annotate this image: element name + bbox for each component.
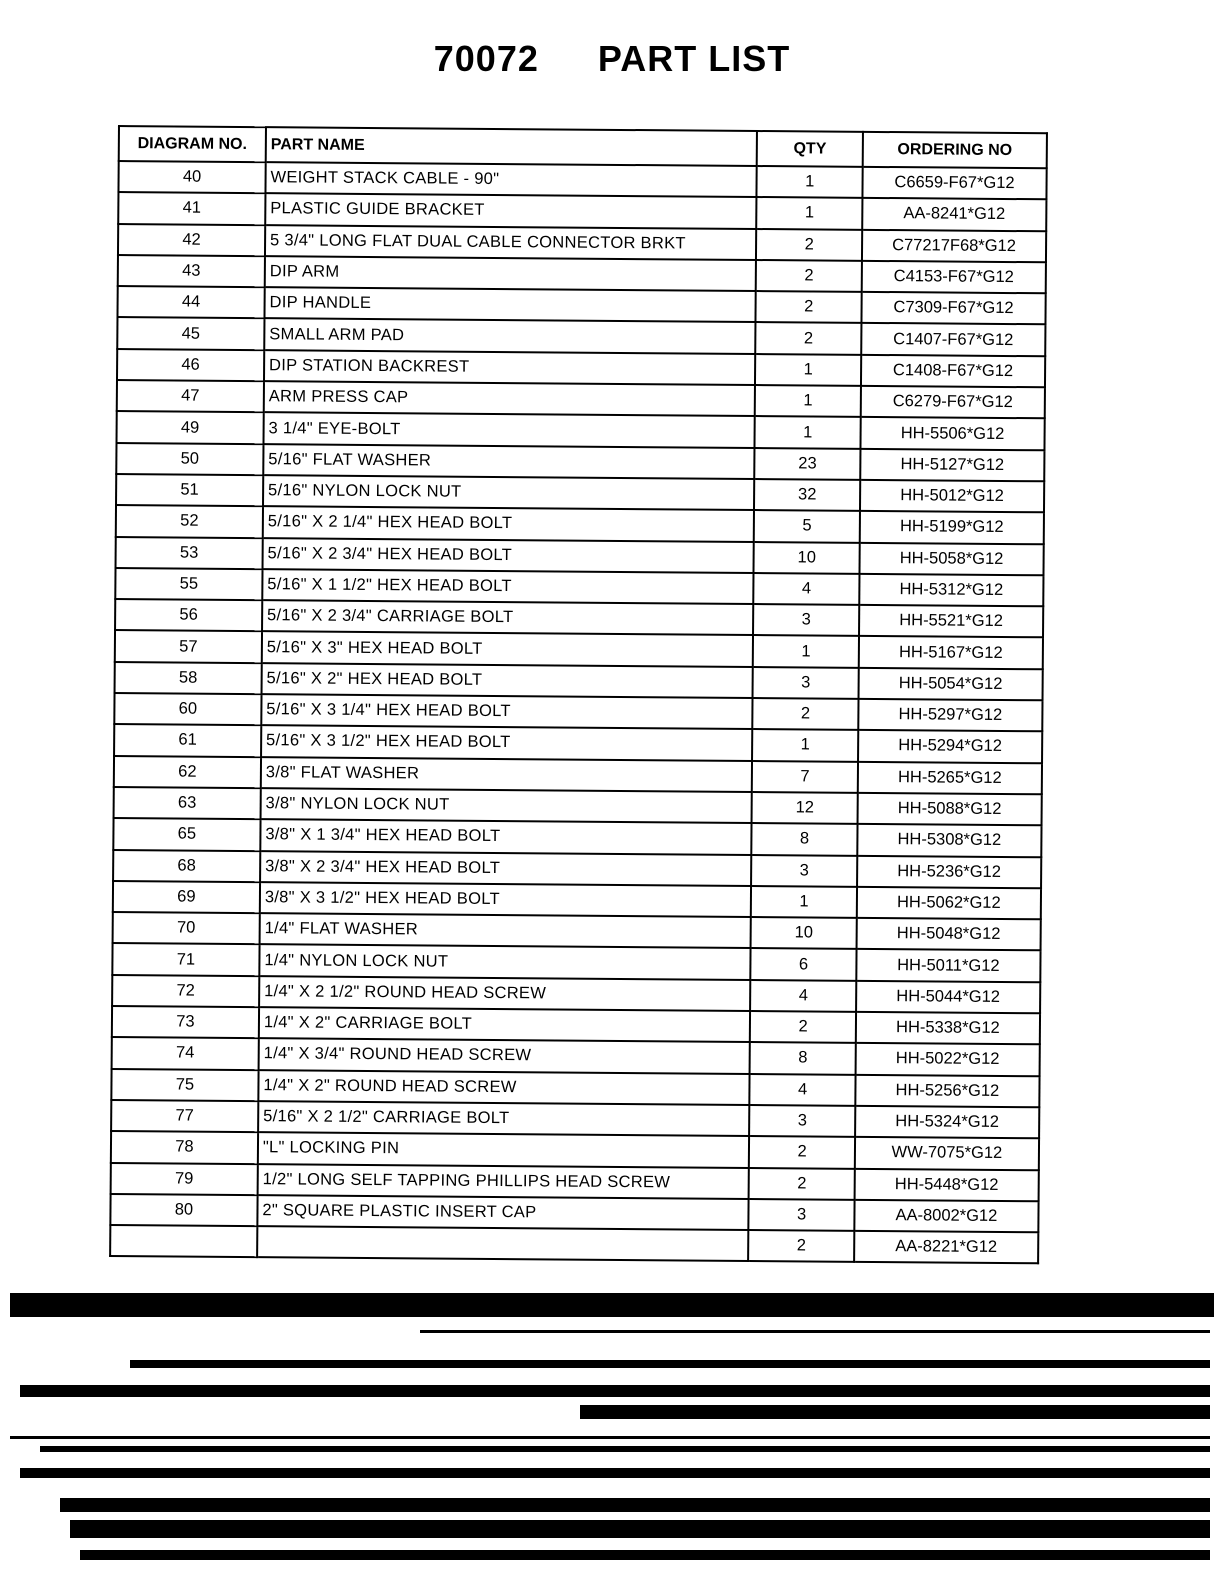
qty-cell: 3 [749, 1199, 855, 1231]
ordering-no-cell: HH-5062*G12 [857, 887, 1041, 920]
part-name-cell: 5/16" X 2 1/2" CARRIAGE BOLT [258, 1101, 750, 1136]
qty-cell: 3 [753, 604, 859, 636]
qty-cell: 1 [755, 354, 861, 386]
qty-cell: 2 [748, 1230, 854, 1262]
diagram-no-cell: 56 [115, 599, 262, 631]
part-name-cell: 1/2" LONG SELF TAPPING PHILLIPS HEAD SCREW [258, 1164, 750, 1199]
part-name-cell: 5/16" X 3 1/2" HEX HEAD BOLT [261, 725, 753, 760]
part-name-cell: 3/8" NYLON LOCK NUT [260, 788, 752, 823]
ordering-no-cell: HH-5048*G12 [856, 918, 1040, 951]
diagram-no-cell: 44 [117, 286, 264, 318]
diagram-no-cell: 75 [111, 1069, 258, 1101]
qty-cell: 4 [750, 1074, 856, 1106]
ordering-no-cell: HH-5088*G12 [857, 793, 1041, 826]
qty-cell: 2 [756, 229, 862, 261]
ordering-no-cell: C1408-F67*G12 [861, 355, 1045, 388]
ordering-no-cell: AA-8221*G12 [854, 1231, 1038, 1264]
qty-cell: 4 [754, 573, 860, 605]
header-ordering-no: ORDERING NO [863, 132, 1047, 168]
ordering-no-cell: HH-5521*G12 [859, 605, 1043, 638]
diagram-no-cell: 50 [116, 443, 263, 475]
part-name-cell: 3/8" X 1 3/4" HEX HEAD BOLT [260, 819, 752, 854]
ordering-no-cell: C6659-F67*G12 [862, 167, 1046, 200]
ordering-no-cell: HH-5448*G12 [855, 1168, 1039, 1201]
diagram-no-cell: 57 [115, 630, 262, 662]
part-name-cell: 1/4" X 2 1/2" ROUND HEAD SCREW [259, 976, 751, 1011]
qty-cell: 8 [752, 823, 858, 855]
diagram-no-cell: 77 [111, 1100, 258, 1132]
qty-cell: 1 [755, 416, 861, 448]
part-name-cell: 1/4" X 2" ROUND HEAD SCREW [258, 1070, 750, 1105]
part-name-cell: 1/4" X 2" CARRIAGE BOLT [259, 1007, 751, 1042]
ordering-no-cell: HH-5294*G12 [858, 730, 1042, 763]
ordering-no-cell: AA-8241*G12 [862, 198, 1046, 231]
ordering-no-cell: HH-5308*G12 [857, 824, 1041, 857]
qty-cell: 10 [751, 917, 857, 949]
part-name-cell: "L" LOCKING PIN [258, 1132, 750, 1167]
qty-cell: 4 [750, 980, 856, 1012]
qty-cell: 2 [756, 260, 862, 292]
diagram-no-cell: 47 [117, 380, 264, 412]
qty-cell: 32 [754, 479, 860, 511]
diagram-no-cell: 51 [116, 474, 263, 506]
part-name-cell: SMALL ARM PAD [264, 319, 756, 354]
document-title: PART LIST [597, 38, 791, 79]
qty-cell: 1 [752, 729, 858, 761]
qty-cell: 2 [749, 1136, 855, 1168]
ordering-no-cell: AA-8002*G12 [854, 1200, 1038, 1233]
part-name-cell: 5/16" NYLON LOCK NUT [263, 475, 755, 510]
qty-cell: 2 [753, 698, 859, 730]
qty-cell: 6 [751, 948, 857, 980]
empty-cell [257, 1226, 749, 1261]
diagram-no-cell: 71 [112, 943, 259, 975]
diagram-no-cell: 80 [110, 1194, 257, 1226]
part-name-cell: 5 3/4" LONG FLAT DUAL CABLE CONNECTOR BRKT [265, 225, 757, 260]
part-name-cell: 1/4" NYLON LOCK NUT [259, 945, 751, 980]
diagram-no-cell: 63 [114, 787, 261, 819]
ordering-no-cell: HH-5127*G12 [860, 449, 1044, 482]
ordering-no-cell: HH-5324*G12 [855, 1106, 1039, 1139]
qty-cell: 1 [755, 385, 861, 417]
diagram-no-cell: 58 [115, 662, 262, 694]
empty-cell [110, 1225, 257, 1257]
qty-cell: 23 [755, 448, 861, 480]
diagram-no-cell: 62 [114, 756, 261, 788]
qty-cell: 1 [757, 166, 863, 198]
diagram-no-cell: 46 [117, 349, 264, 381]
diagram-no-cell: 70 [113, 912, 260, 944]
part-name-cell: 2" SQUARE PLASTIC INSERT CAP [257, 1195, 749, 1230]
part-name-cell: 5/16" X 2 1/4" HEX HEAD BOLT [263, 506, 755, 541]
ordering-no-cell: HH-5012*G12 [860, 480, 1044, 513]
ordering-no-cell: HH-5199*G12 [860, 511, 1044, 544]
diagram-no-cell: 49 [117, 411, 264, 443]
ordering-no-cell: HH-5312*G12 [859, 574, 1043, 607]
qty-cell: 2 [749, 1167, 855, 1199]
ordering-no-cell: HH-5236*G12 [857, 855, 1041, 888]
table-row-cut-off [110, 1225, 1038, 1264]
diagram-no-cell: 52 [116, 505, 263, 537]
header-qty: QTY [757, 131, 863, 167]
ordering-no-cell: HH-5265*G12 [858, 761, 1042, 794]
qty-cell: 3 [751, 855, 857, 887]
qty-cell: 5 [754, 510, 860, 542]
ordering-no-cell: HH-5058*G12 [859, 542, 1043, 575]
diagram-no-cell: 73 [112, 1006, 259, 1038]
qty-cell: 1 [751, 886, 857, 918]
part-name-cell: 5/16" X 3 1/4" HEX HEAD BOLT [261, 694, 753, 729]
diagram-no-cell: 72 [112, 975, 259, 1007]
diagram-no-cell: 41 [118, 192, 265, 224]
diagram-no-cell: 61 [114, 724, 261, 756]
part-name-cell: 3/8" X 3 1/2" HEX HEAD BOLT [260, 882, 752, 917]
qty-cell: 1 [757, 197, 863, 229]
diagram-no-cell: 65 [113, 818, 260, 850]
ordering-no-cell: HH-5167*G12 [859, 636, 1043, 669]
page-title [0, 38, 1224, 80]
diagram-no-cell: 45 [117, 317, 264, 349]
diagram-no-cell: 78 [111, 1131, 258, 1163]
ordering-no-cell: C6279-F67*G12 [861, 386, 1045, 419]
part-name-cell: 5/16" X 3" HEX HEAD BOLT [262, 632, 754, 667]
ordering-no-cell: HH-5044*G12 [856, 981, 1040, 1014]
diagram-no-cell: 55 [115, 568, 262, 600]
part-name-cell: 3/8" X 2 3/4" HEX HEAD BOLT [260, 851, 752, 886]
qty-cell: 2 [756, 291, 862, 323]
diagram-no-cell: 42 [118, 224, 265, 256]
diagram-no-cell: 40 [118, 161, 265, 193]
ordering-no-cell: WW-7075*G12 [855, 1137, 1039, 1170]
ordering-no-cell: HH-5054*G12 [858, 668, 1042, 701]
qty-cell: 8 [750, 1042, 856, 1074]
header-part-name: PART NAME [266, 127, 758, 166]
part-name-cell: 5/16" X 2" HEX HEAD BOLT [261, 663, 753, 698]
header-diagram-no: DIAGRAM NO. [119, 126, 266, 162]
qty-cell: 10 [754, 542, 860, 574]
diagram-no-cell: 68 [113, 850, 260, 882]
part-name-cell: ARM PRESS CAP [264, 381, 756, 416]
ordering-no-cell: HH-5297*G12 [858, 699, 1042, 732]
qty-cell: 3 [753, 667, 859, 699]
diagram-no-cell: 43 [118, 255, 265, 287]
qty-cell: 3 [749, 1105, 855, 1137]
ordering-no-cell: HH-5338*G12 [856, 1012, 1040, 1045]
ordering-no-cell: C1407-F67*G12 [861, 323, 1045, 356]
part-name-cell: 5/16" X 2 3/4" CARRIAGE BOLT [262, 600, 754, 635]
part-name-cell: 5/16" FLAT WASHER [263, 444, 755, 479]
ordering-no-cell: HH-5011*G12 [856, 949, 1040, 982]
part-name-cell: DIP HANDLE [264, 287, 756, 322]
part-name-cell: WEIGHT STACK CABLE - 90" [265, 162, 757, 197]
diagram-no-cell: 53 [116, 537, 263, 569]
ordering-no-cell: C7309-F67*G12 [861, 292, 1045, 325]
diagram-no-cell: 60 [114, 693, 261, 725]
diagram-no-cell: 69 [113, 881, 260, 913]
part-name-cell: 5/16" X 2 3/4" HEX HEAD BOLT [262, 538, 754, 573]
ordering-no-cell: HH-5022*G12 [855, 1043, 1039, 1076]
part-name-cell: 3 1/4" EYE-BOLT [263, 413, 755, 448]
part-name-cell: DIP ARM [265, 256, 757, 291]
qty-cell: 7 [752, 761, 858, 793]
part-name-cell: DIP STATION BACKREST [264, 350, 756, 385]
ordering-no-cell: C77217F68*G12 [862, 229, 1046, 262]
part-name-cell: 1/4" FLAT WASHER [259, 913, 751, 948]
qty-cell: 2 [756, 322, 862, 354]
model-number: 70072 [433, 38, 539, 79]
part-name-cell: 5/16" X 1 1/2" HEX HEAD BOLT [262, 569, 754, 604]
ordering-no-cell: HH-5506*G12 [860, 417, 1044, 450]
parts-table [109, 125, 1048, 1265]
part-name-cell: 1/4" X 3/4" ROUND HEAD SCREW [259, 1038, 751, 1073]
qty-cell: 1 [753, 635, 859, 667]
diagram-no-cell: 79 [111, 1162, 258, 1194]
part-name-cell: 3/8" FLAT WASHER [261, 757, 753, 792]
part-name-cell: PLASTIC GUIDE BRACKET [265, 193, 757, 228]
ordering-no-cell: C4153-F67*G12 [862, 261, 1046, 294]
qty-cell: 12 [752, 792, 858, 824]
ordering-no-cell: HH-5256*G12 [855, 1074, 1039, 1107]
qty-cell: 2 [750, 1011, 856, 1043]
diagram-no-cell: 74 [112, 1037, 259, 1069]
